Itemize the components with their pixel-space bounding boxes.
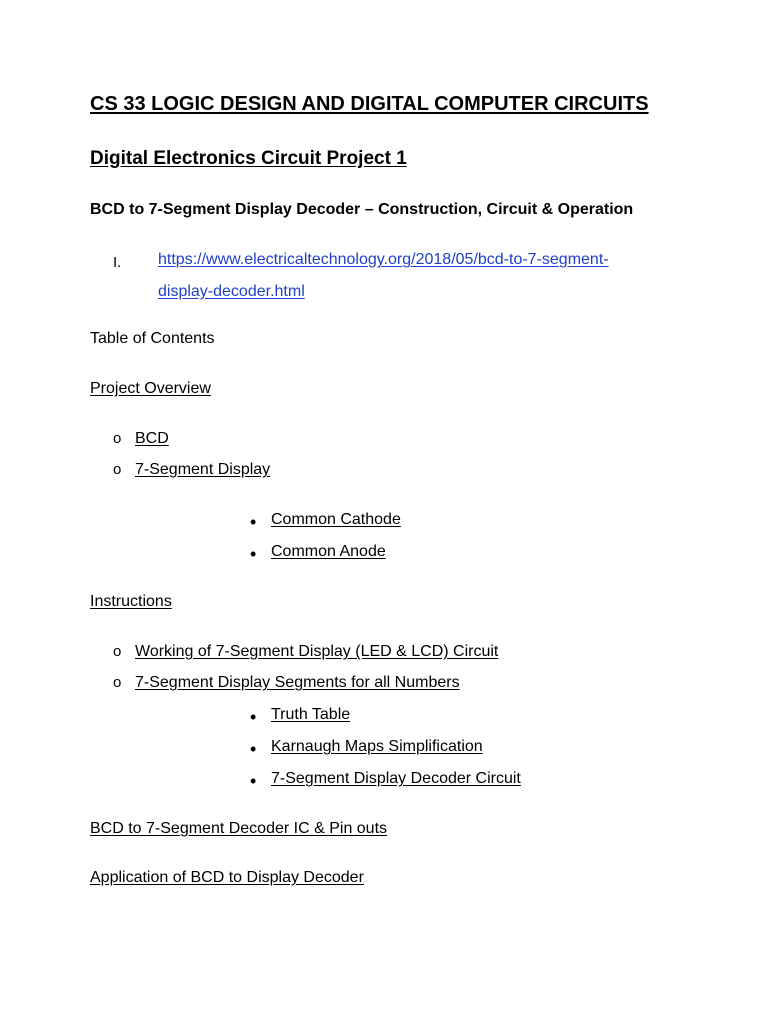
project-subtitle: BCD to 7-Segment Display Decoder – Construction, Circuit & Operation [90, 201, 634, 218]
reference-link-line-1[interactable]: https://www.electricaltechnology.org/2018/05/bcd-to-7-segment- [158, 251, 609, 268]
dot-bullet: • [250, 512, 257, 532]
toc-link-segments-all-numbers[interactable]: 7-Segment Display Segments for all Numbers [135, 674, 460, 691]
toc-link-bcd[interactable]: BCD [135, 430, 169, 447]
reference-list-marker: I. [113, 254, 122, 271]
dot-bullet: • [250, 707, 257, 727]
toc-link-instructions[interactable]: Instructions [90, 593, 172, 610]
toc-link-working-circuit[interactable]: Working of 7-Segment Display (LED & LCD) Circuit [135, 643, 499, 660]
dot-bullet: • [250, 771, 257, 791]
toc-link-common-cathode[interactable]: Common Cathode [271, 511, 401, 528]
toc-link-common-anode[interactable]: Common Anode [271, 543, 386, 560]
toc-link-application[interactable]: Application of BCD to Display Decoder [90, 869, 364, 886]
toc-heading: Table of Contents [90, 330, 215, 347]
toc-link-decoder-circuit[interactable]: 7-Segment Display Decoder Circuit [271, 770, 521, 787]
reference-link-line-2[interactable]: display-decoder.html [158, 283, 305, 300]
circle-bullet: o [113, 674, 122, 691]
toc-link-karnaugh-maps[interactable]: Karnaugh Maps Simplification [271, 738, 483, 755]
circle-bullet: o [113, 430, 122, 447]
project-title: Digital Electronics Circuit Project 1 [90, 148, 407, 169]
circle-bullet: o [113, 461, 122, 478]
circle-bullet: o [113, 643, 122, 660]
dot-bullet: • [250, 544, 257, 564]
course-title: CS 33 LOGIC DESIGN AND DIGITAL COMPUTER CIRCUITS [90, 93, 649, 115]
toc-link-truth-table[interactable]: Truth Table [271, 706, 351, 723]
toc-link-decoder-ic[interactable]: BCD to 7-Segment Decoder IC & Pin outs [90, 820, 388, 837]
toc-link-7-segment-display[interactable]: 7-Segment Display [135, 461, 271, 478]
toc-link-project-overview[interactable]: Project Overview [90, 380, 211, 397]
dot-bullet: • [250, 739, 257, 759]
